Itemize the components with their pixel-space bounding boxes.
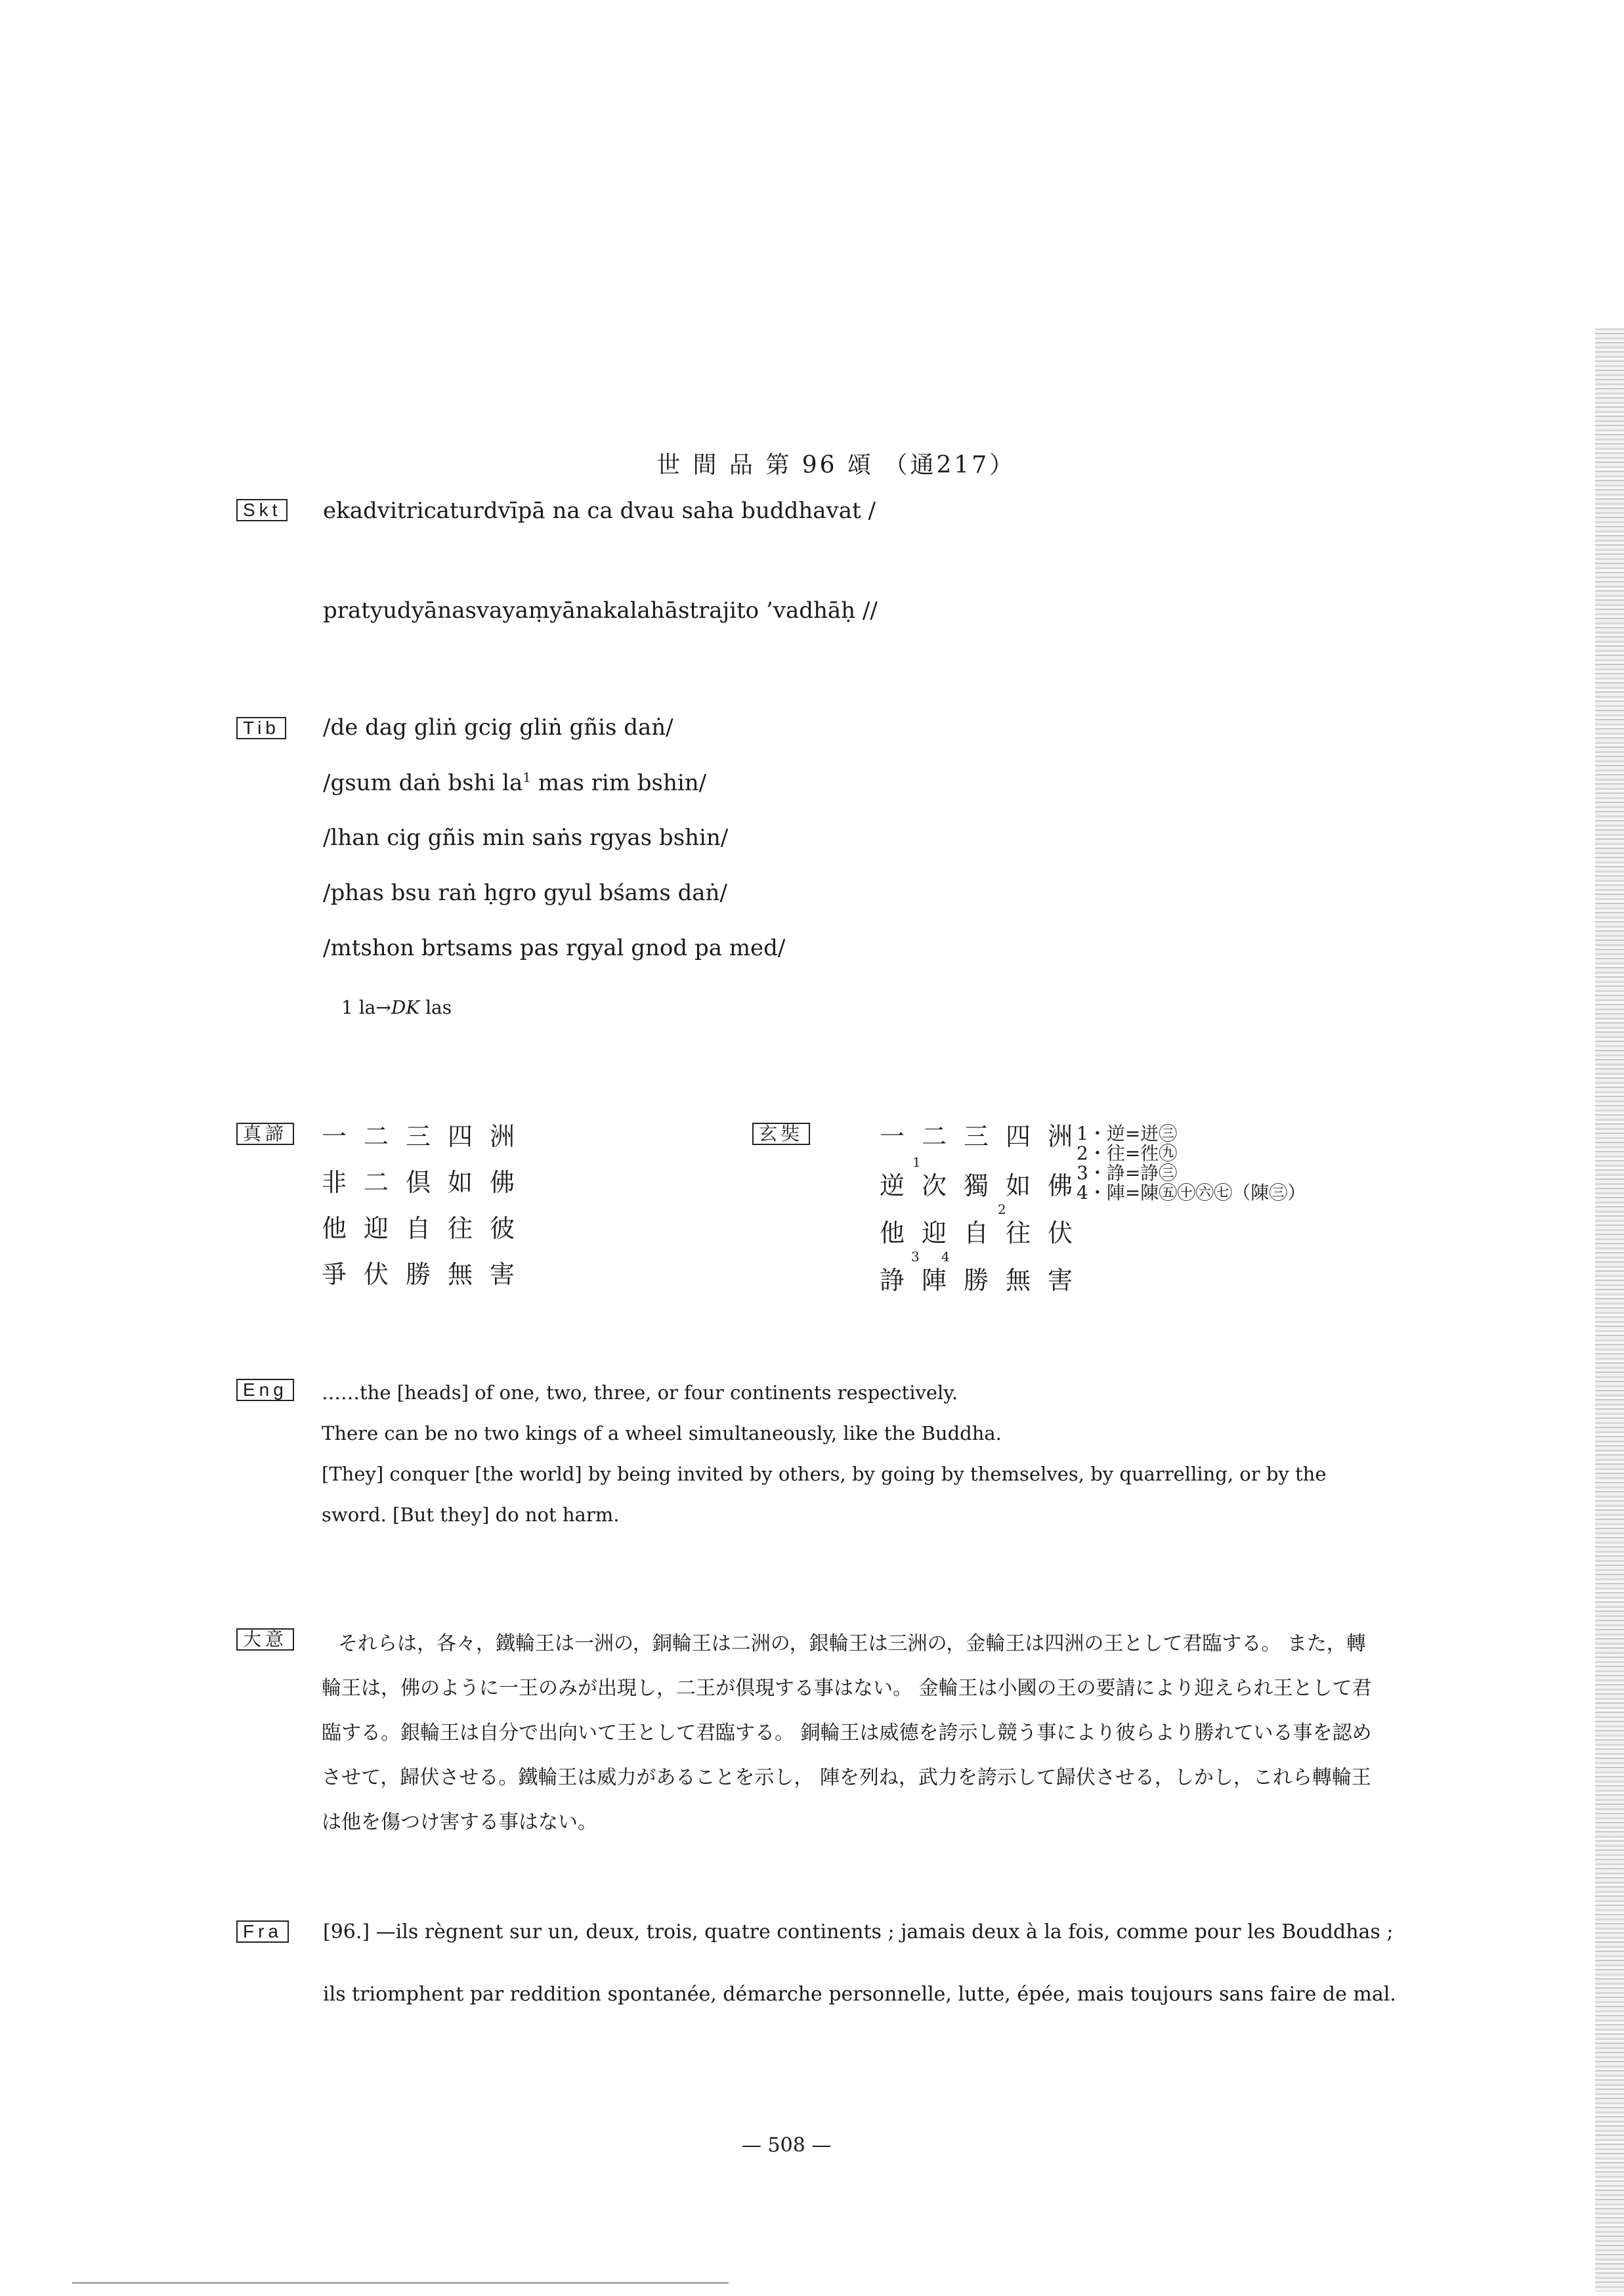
skt-line-1: ekadvitricaturdvīpā na ca dvau saha buddhavat / [323, 498, 876, 524]
xuanzang-variant-note-3: 3・諍=諍㊂ [1077, 1162, 1178, 1184]
taii-line-3: 臨する。銀輪王は自分で出向いて王として君臨する。 銅輪王は威德を誇示し競う事により彼らより勝れている事を認め [322, 1722, 1372, 1744]
xuanzang-note-marker-1: 1 [912, 1154, 921, 1170]
tib-line-3: /lhan cig gñis min saṅs rgyas bshin/ [323, 825, 729, 851]
page-number: — 508 — [742, 2134, 832, 2157]
tib-footnote-a: 1 la→ [341, 997, 391, 1018]
tib-footnote-em: DK [391, 997, 420, 1018]
scan-edge-artifact [1595, 328, 1624, 2291]
scan-bottom-line [72, 2282, 729, 2284]
skt-tag: Skt [236, 499, 288, 521]
taii-tag: 大意 [236, 1628, 294, 1651]
xuanzang-line-4: 諍陣勝無害 [880, 1266, 1090, 1295]
fra-line-1: [96.] —ils règnent sur un, deux, trois, quatre continents ; jamais deux à la fois, comme pour les Bouddhas ; [323, 1920, 1394, 1943]
eng-tag: Eng [236, 1379, 294, 1401]
fra-line-2: ils triomphent par reddition spontanée, démarche personnelle, lutte, épée, mais toujours sans faire de mal. [323, 1983, 1396, 2006]
taii-line-1: それらは，各々，鐵輪王は一洲の，銅輪王は二洲の，銀輪王は三洲の，金輪王は四洲の王として君臨する。 また，轉 [338, 1632, 1366, 1655]
taii-line-5: は他を傷つけ害する事はない。 [322, 1811, 597, 1834]
tib-tag: Tib [236, 717, 286, 739]
xuanzang-line-2: 逆次獨如佛 [880, 1171, 1090, 1200]
xuanzang-note-marker-3: 3 [911, 1249, 920, 1265]
fra-tag: Fra [236, 1920, 289, 1943]
tib-line-2-b: mas rim bshin/ [531, 769, 707, 796]
skt-line-2: pratyudyānasvayaṃyānakalahāstrajito ’vadhāḥ // [323, 597, 878, 624]
xuanzang-line-3: 他迎自往伏 [880, 1219, 1090, 1247]
xuanzang-tag: 玄奘 [752, 1123, 810, 1145]
xuanzang-note-marker-2: 2 [998, 1202, 1006, 1217]
xuanzang-line-1: 一二三四洲 [880, 1122, 1090, 1151]
paramartha-line-1: 一二三四洲 [322, 1122, 532, 1151]
tib-line-5: /mtshon brtsams pas rgyal gnod pa med/ [323, 935, 786, 961]
page-title: 世 間 品 第 96 頌 （通217） [656, 452, 1016, 479]
xuanzang-variant-note-2: 2・往=徃㊈ [1077, 1142, 1178, 1164]
tib-line-4: /phas bsu raṅ ḥgro gyul bśams daṅ/ [323, 880, 727, 906]
tib-line-2-a: /gsum daṅ bshi la [323, 769, 523, 796]
tib-footnote [341, 997, 452, 1018]
tib-footnote-b: las [419, 997, 452, 1018]
taii-line-4: させて，歸伏させる。鐵輪王は威力があることを示し， 陣を列ね，武力を誇示して歸伏させる，しかし，これら轉輪王 [322, 1766, 1371, 1789]
tib-footnote-marker: 1 [523, 769, 532, 785]
paramartha-line-3: 他迎自往彼 [322, 1214, 532, 1243]
paramartha-line-4: 爭伏勝無害 [322, 1260, 532, 1289]
xuanzang-variant-note-1: 1・逆=迸㊂ [1077, 1123, 1178, 1144]
eng-line-4: sword. [But they] do not harm. [322, 1504, 620, 1526]
eng-line-1: ……the [heads] of one, two, three, or four continents respectively. [322, 1381, 958, 1404]
eng-line-3: [They] conquer [the world] by being invited by others, by going by themselves, by quarrelling, or by the [322, 1463, 1327, 1485]
tib-line-2 [323, 769, 706, 796]
xuanzang-variant-note-4: 4・陣=陳㊄㊉㊅㊆（陳㊂） [1077, 1182, 1306, 1203]
paramartha-tag: 真諦 [236, 1123, 294, 1145]
eng-line-2: There can be no two kings of a wheel simultaneously, like the Buddha. [322, 1422, 1002, 1444]
xuanzang-note-marker-4: 4 [941, 1249, 950, 1265]
taii-line-2: 輪王は，佛のように一王のみが出現し，二王が倶現する事はない。 金輪王は小國の王の要請により迎えられ王として君 [322, 1677, 1372, 1700]
paramartha-line-2: 非二倶如佛 [322, 1168, 532, 1197]
tib-line-1: /de dag gliṅ gcig gliṅ gñis daṅ/ [323, 714, 673, 741]
